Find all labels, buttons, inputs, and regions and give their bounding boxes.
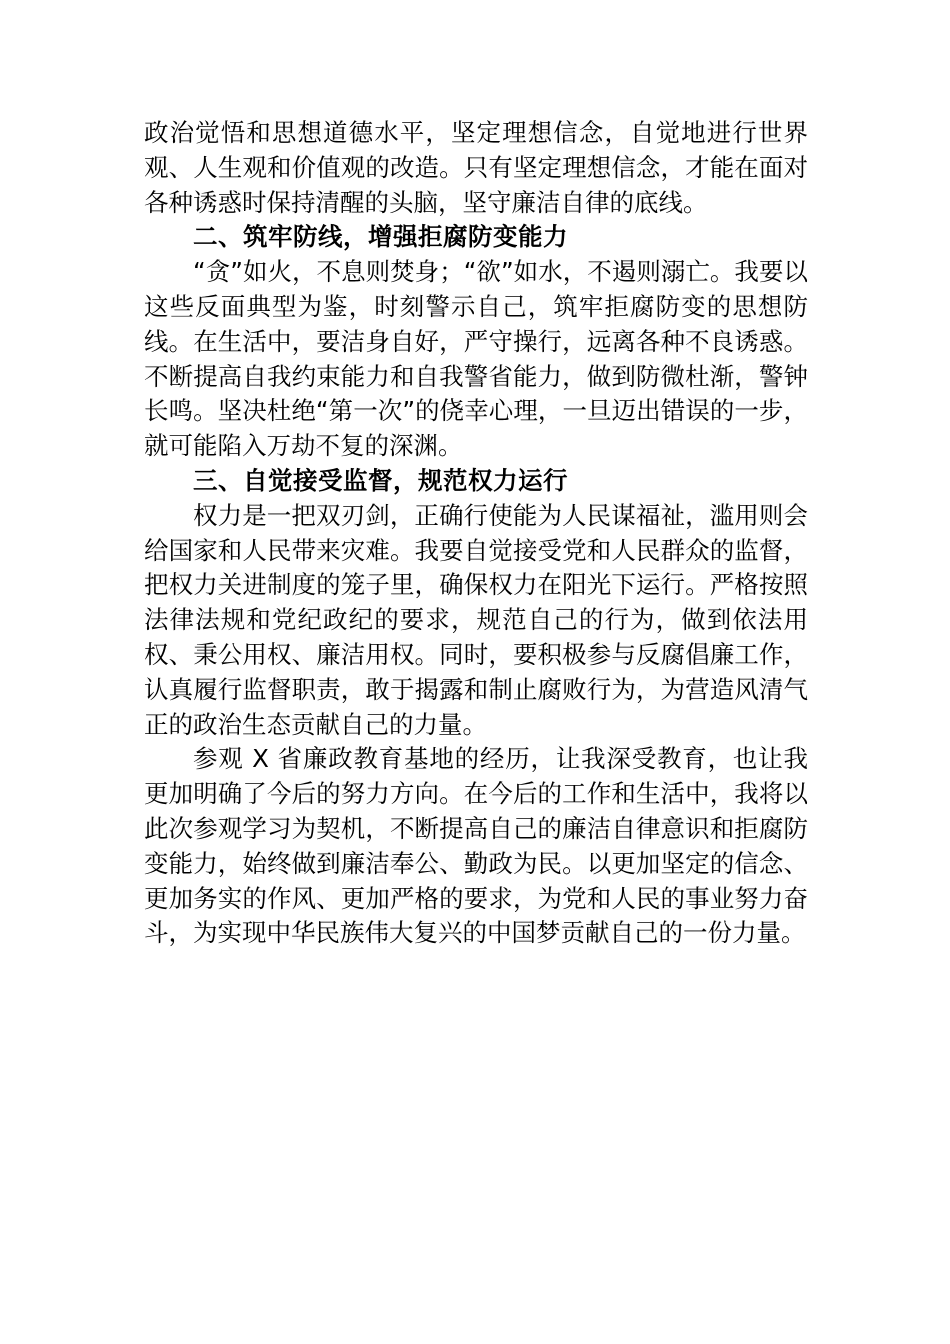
section-heading-3: 三、自觉接受监督，规范权力运行: [193, 465, 568, 495]
document-body: [144, 116, 808, 951]
paragraph-continuation: 政治觉悟和思想道德水平，坚定理想信念，自觉地进行世界观、人生观和价值观的改造。只有坚定理想信念，才能在面对各种诱惑时保持清醒的头脑，坚守廉洁自律的底线。: [144, 118, 808, 217]
paragraph-section-3: 权力是一把双刃剑，正确行使能为人民谋福祉，滥用则会给国家和人民带来灾难。我要自觉接受党和人民群众的监督，把权力关进制度的笼子里，确保权力在阳光下运行。严格按照法律法规和党纪政纪的要求，规范自己的行为，做到依法用权、秉公用权、廉洁用权。同时，要积极参与反腐倡廉工作，认真履行监督职责，敢于揭露和制止腐败行为，为营造风清气正的政治生态贡献自己的力量。: [144, 500, 808, 739]
section-heading-2: 二、筑牢防线，增强拒腐防变能力: [193, 222, 568, 252]
paragraph-section-2: “贪”如火，不息则焚身；“欲”如水，不遏则溺亡。我要以这些反面典型为鉴，时刻警示自己，筑牢拒腐防变的思想防线。在生活中，要洁身自好，严守操行，远离各种不良诱惑。不断提高自我约束能力和自我警省能力，做到防微杜渐，警钟长鸣。坚决杜绝“第一次”的侥幸心理，一旦迈出错误的一步，就可能陷入万劫不复的深渊。: [144, 257, 808, 461]
paragraph-conclusion: 参观 X 省廉政教育基地的经历，让我深受教育，也让我更加明确了今后的努力方向。在今后的工作和生活中，我将以此次参观学习为契机，不断提高自己的廉洁自律意识和拒腐防变能力，始终做到廉洁奉公、勤政为民。以更加坚定的信念、更加务实的作风、更加严格的要求，为党和人民的事业努力奋斗，为实现中华民族伟大复兴的中国梦贡献自己的一份力量。: [144, 744, 808, 948]
